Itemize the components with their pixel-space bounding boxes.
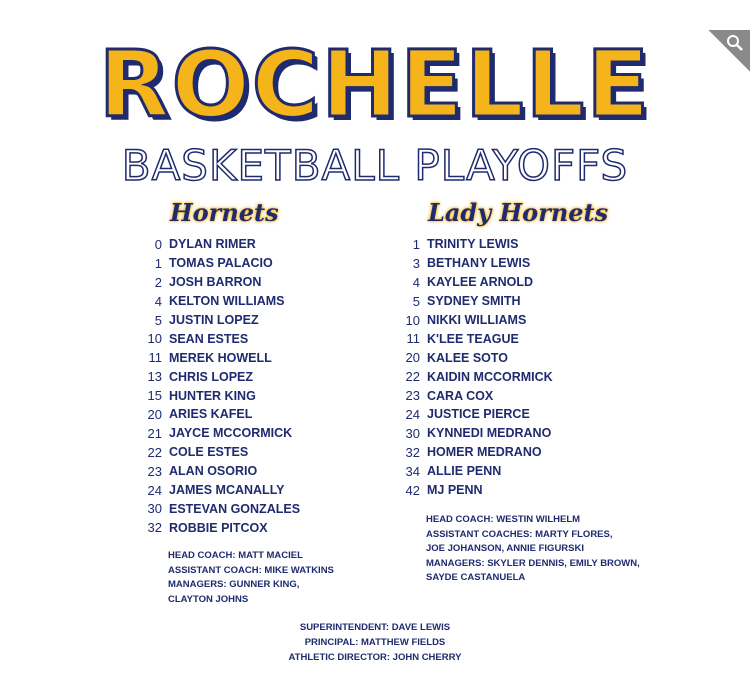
administration bbox=[0, 620, 750, 665]
jersey-number: 13 bbox=[147, 369, 162, 385]
roster-row bbox=[398, 424, 553, 443]
jersey-number: 4 bbox=[412, 274, 420, 290]
jersey-number: 23 bbox=[147, 463, 162, 479]
roster-row bbox=[140, 518, 300, 537]
jersey-number: 42 bbox=[405, 482, 420, 498]
player-name: BETHANY LEWIS bbox=[427, 256, 531, 271]
jersey-number: 22 bbox=[405, 369, 420, 385]
lady-hornets-roster bbox=[398, 235, 553, 499]
roster-row bbox=[140, 329, 300, 348]
roster-row bbox=[398, 311, 553, 330]
player-name: ALLIE PENN bbox=[427, 464, 502, 479]
admin-line: ATHLETIC DIRECTOR: JOHN CHERRY bbox=[288, 652, 462, 663]
jersey-number: 1 bbox=[154, 255, 162, 271]
player-name: NIKKI WILLIAMS bbox=[427, 313, 527, 327]
page-subtitle: BASKETBALL PLAYOFFS bbox=[121, 141, 629, 190]
jersey-number: 30 bbox=[147, 501, 162, 517]
roster-row bbox=[140, 462, 300, 481]
roster-row bbox=[140, 443, 300, 462]
roster-row bbox=[398, 254, 553, 273]
player-name: COLE ESTES bbox=[169, 445, 249, 460]
player-name: HOMER MEDRANO bbox=[427, 445, 542, 460]
roster-row bbox=[398, 273, 553, 292]
player-name: TOMAS PALACIO bbox=[169, 256, 273, 271]
staff-line: ASSISTANT COACHES: MARTY FLORES, bbox=[426, 528, 613, 540]
jersey-number: 4 bbox=[154, 293, 162, 309]
player-name: JUSTICE PIERCE bbox=[427, 407, 530, 422]
lady-hornets-heading: Lady Hornets bbox=[428, 198, 609, 227]
roster-row bbox=[140, 499, 300, 518]
roster-row bbox=[140, 386, 300, 405]
player-name: MEREK HOWELL bbox=[169, 350, 272, 365]
page-title: ROCHELLE bbox=[98, 31, 652, 138]
player-name: HUNTER KING bbox=[169, 388, 256, 403]
roster-row bbox=[140, 292, 300, 311]
jersey-number: 23 bbox=[405, 388, 420, 404]
jersey-number: 10 bbox=[405, 312, 420, 328]
roster-row bbox=[140, 367, 300, 386]
staff-line: CLAYTON JOHNS bbox=[168, 593, 249, 605]
player-name: KYNNEDI MEDRANO bbox=[427, 426, 552, 441]
roster-row bbox=[398, 386, 553, 405]
player-name: ALAN OSORIO bbox=[169, 464, 258, 479]
roster-row bbox=[398, 443, 553, 462]
roster-row bbox=[140, 481, 300, 500]
roster-row bbox=[398, 481, 553, 500]
player-name: TRINITY LEWIS bbox=[427, 237, 519, 252]
roster-row bbox=[398, 367, 553, 386]
admin-line: PRINCIPAL: MATTHEW FIELDS bbox=[304, 637, 446, 648]
admin-line: SUPERINTENDENT: DAVE LEWIS bbox=[299, 622, 451, 633]
staff-line: HEAD COACH: MATT MACIEL bbox=[168, 550, 303, 561]
player-name: ROBBIE PITCOX bbox=[169, 520, 268, 535]
jersey-number: 20 bbox=[405, 350, 420, 366]
roster-row bbox=[140, 235, 300, 254]
player-name: SEAN ESTES bbox=[169, 331, 249, 346]
lady-hornets-staff bbox=[426, 513, 640, 586]
jersey-number: 21 bbox=[147, 425, 162, 441]
jersey-number: 5 bbox=[154, 312, 162, 328]
jersey-number: 15 bbox=[147, 388, 162, 404]
staff-line: HEAD COACH: WESTIN WILHELM bbox=[426, 514, 581, 525]
player-name: CARA COX bbox=[427, 388, 494, 403]
jersey-number: 11 bbox=[148, 350, 162, 366]
player-name: ESTEVAN GONZALES bbox=[169, 501, 301, 516]
player-name: KELTON WILLIAMS bbox=[169, 294, 285, 309]
jersey-number: 30 bbox=[405, 425, 420, 441]
player-name: SYDNEY SMITH bbox=[427, 294, 521, 309]
roster-row bbox=[140, 424, 300, 443]
roster-row bbox=[398, 292, 553, 311]
player-name: KAYLEE ARNOLD bbox=[427, 275, 534, 290]
jersey-number: 3 bbox=[412, 255, 420, 271]
player-name: KALEE SOTO bbox=[427, 350, 509, 365]
hornets-roster bbox=[140, 235, 300, 537]
jersey-number: 32 bbox=[405, 444, 420, 460]
player-name: DYLAN RIMER bbox=[169, 237, 256, 252]
jersey-number: 2 bbox=[154, 274, 162, 290]
jersey-number: 5 bbox=[412, 293, 420, 309]
jersey-number: 10 bbox=[147, 331, 162, 347]
jersey-number: 1 bbox=[412, 236, 420, 252]
roster-row bbox=[140, 311, 300, 330]
hornets-heading: Hornets bbox=[170, 198, 279, 227]
staff-line: MANAGERS: SKYLER DENNIS, EMILY BROWN, bbox=[426, 557, 640, 569]
player-name: JAYCE MCCORMICK bbox=[169, 426, 293, 441]
player-name: CHRIS LOPEZ bbox=[169, 369, 254, 384]
player-name: JOSH BARRON bbox=[169, 275, 262, 290]
player-name: K'LEE TEAGUE bbox=[427, 331, 519, 346]
staff-line: SAYDE CASTANUELA bbox=[426, 572, 526, 583]
player-name: ARIES KAFEL bbox=[169, 407, 253, 422]
jersey-number: 0 bbox=[154, 236, 162, 252]
roster-row bbox=[398, 329, 553, 348]
roster-row bbox=[140, 348, 300, 367]
staff-line: JOE JOHANSON, ANNIE FIGURSKI bbox=[426, 543, 585, 554]
player-name: MJ PENN bbox=[427, 483, 483, 498]
jersey-number: 22 bbox=[147, 444, 162, 460]
roster-row bbox=[398, 235, 553, 254]
player-name: JUSTIN LOPEZ bbox=[169, 313, 259, 327]
hornets-staff bbox=[168, 549, 334, 607]
jersey-number: 32 bbox=[147, 520, 162, 536]
jersey-number: 24 bbox=[147, 482, 162, 498]
staff-line: MANAGERS: GUNNER KING, bbox=[168, 579, 300, 590]
jersey-number: 34 bbox=[405, 463, 420, 479]
jersey-number: 24 bbox=[405, 406, 420, 422]
roster-row bbox=[398, 462, 553, 481]
roster-row bbox=[140, 405, 300, 424]
player-name: JAMES MCANALLY bbox=[169, 483, 285, 498]
jersey-number: 20 bbox=[147, 406, 162, 422]
player-name: KAIDIN MCCORMICK bbox=[427, 369, 553, 384]
roster-row bbox=[140, 273, 300, 292]
roster-row bbox=[398, 405, 553, 424]
roster-row bbox=[140, 254, 300, 273]
staff-line: ASSISTANT COACH: MIKE WATKINS bbox=[168, 564, 334, 576]
roster-row bbox=[398, 348, 553, 367]
jersey-number: 11 bbox=[406, 331, 420, 347]
